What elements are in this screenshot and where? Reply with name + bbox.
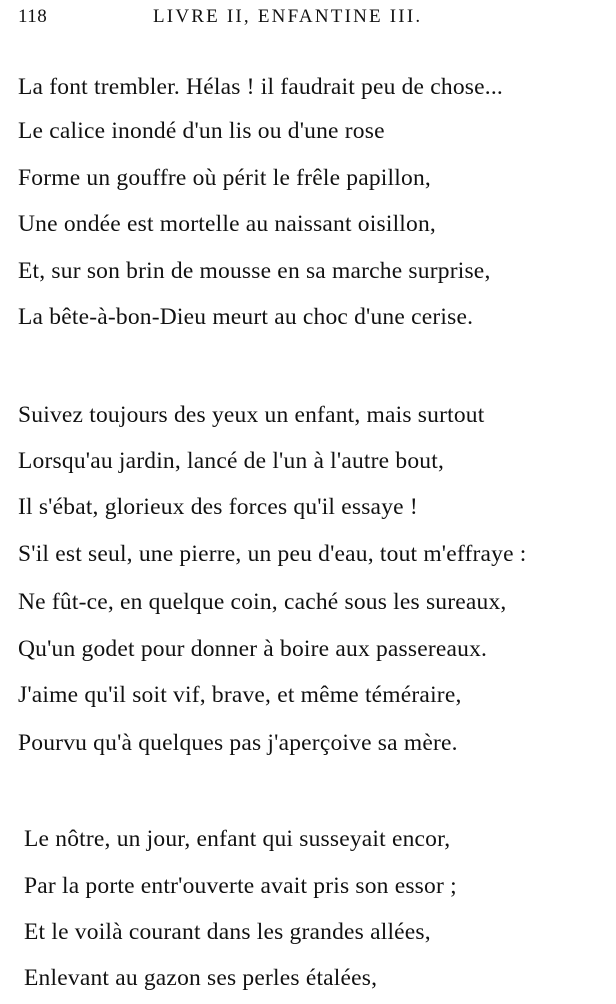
verse-line: Le calice inondé d'un lis ou d'une rose [18, 118, 385, 144]
verse-line: Enlevant au gazon ses perles étalées, [24, 965, 378, 991]
page-number: 118 [18, 6, 48, 27]
verse-line: La font trembler. Hélas ! il faudrait peu de chose... [18, 74, 503, 100]
verse-line: La bête-à-bon-Dieu meurt au choc d'une cerise. [18, 304, 474, 330]
verse-line: Qu'un godet pour donner à boire aux passereaux. [18, 636, 488, 662]
verse-line: Et le voilà courant dans les grandes allées, [24, 919, 431, 945]
verse-line: Lorsqu'au jardin, lancé de l'un à l'autre bout, [18, 448, 445, 474]
verse-line: Suivez toujours des yeux un enfant, mais surtout [18, 402, 485, 428]
verse-line: Le nôtre, un jour, enfant qui susseyait encor, [24, 826, 451, 852]
verse-line: Il s'ébat, glorieux des forces qu'il essaye ! [18, 494, 418, 520]
verse-line: Une ondée est mortelle au naissant oisillon, [18, 211, 436, 237]
verse-line: Forme un gouffre où périt le frêle papillon, [18, 165, 431, 191]
verse-line: S'il est seul, une pierre, un peu d'eau, tout m'effraye : [18, 541, 527, 567]
verse-line: J'aime qu'il soit vif, brave, et même téméraire, [18, 682, 462, 708]
verse-line: Et, sur son brin de mousse en sa marche surprise, [18, 258, 491, 284]
verse-line: Pourvu qu'à quelques pas j'aperçoive sa mère. [18, 730, 458, 756]
running-head: LIVRE II, ENFANTINE III. [153, 6, 423, 27]
page-header [18, 6, 608, 36]
verse-line: Ne fût-ce, en quelque coin, caché sous les sureaux, [18, 589, 507, 615]
verse-line: Par la porte entr'ouverte avait pris son essor ; [24, 873, 457, 899]
